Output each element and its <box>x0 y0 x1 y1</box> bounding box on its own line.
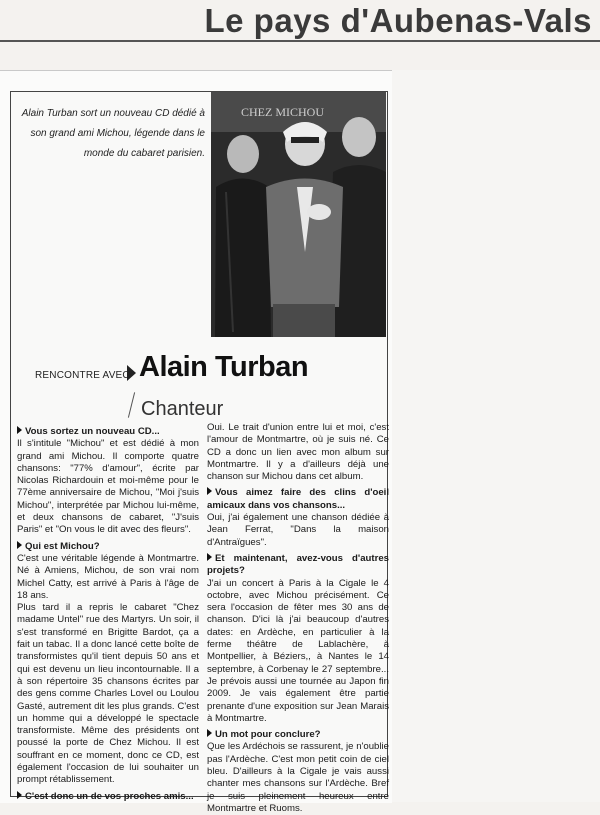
interview-answer: J'ai un concert à Paris à la Cigale le 4 octobre, avec Michou précisément. Ce sera l'occasion de fêter mes 30 ans de chanson. D'ici là j'ai beaucoup d'autres dates: en Ardèche, en particulier à la ferme théâtre de Lablachère, à Montpellier, à Béziers,, à Nantes le 14 septembre, à Corbenay le 27 septembre... Je prévois aussi une tournée au Japon fin 2009. Je vais également être partie prenante d'une exposition sur Jean Marais à Montmartre. <box>207 577 389 724</box>
masthead <box>0 0 600 44</box>
masthead-rule <box>0 40 600 42</box>
interview-question <box>17 426 199 438</box>
intro-caption <box>19 104 205 164</box>
triangle-bullet-icon <box>207 487 212 495</box>
interview-answer: Plus tard il a repris le cabaret "Chez madame Untel" rue des Martyrs. Un soir, il s'est transformé en Brigitte Bardot, ça a fait un tabac. Il a donc lancé cette boîte de transformistes qu'il tient depuis 50 ans et qui est devenu un lieu incontournable. Il a à son répertoire 35 chansons écrites par des gens comme Charles Lovel ou Loulou Gasté, autrement dit les plus grands. C'est un homme qui a développé le spectacle transformiste. Même des présidents ont poussé la porte de Chez Michou. Il est souffrant en ce moment, donc ce CD, est également l'occasion de lui souhaiter un prompt rétablissement. <box>17 602 199 786</box>
triangle-bullet-icon <box>207 553 212 561</box>
newspaper-title: Le pays d'Aubenas-Vals <box>204 2 592 39</box>
article-frame <box>10 91 389 814</box>
interview-question <box>207 487 389 512</box>
interview-answer: Que les Ardéchois se rassurent, je n'oublie pas l'Ardèche. C'est mon petit coin de ciel bleu. D'ailleurs à la Cigale je vais aussi chanter mes chansons sur l'Ardèche. Bref je suis pleinement heureux entre Montmartre et Ruoms. <box>207 741 389 814</box>
rencontre-label: RENCONTRE AVEC <box>35 370 130 381</box>
interview-answer: Oui. Le trait d'union entre lui et moi, c'est l'amour de Montmartre, où je suis né. Ce CD a donc un lien avec mon album sur Montmartre. Il y a d'ailleurs déjà une chanson sur Michou dans cet album. <box>207 422 389 483</box>
intro-line: monde du cabaret parisien. <box>83 148 205 159</box>
triangle-bullet-icon <box>17 541 22 549</box>
interview-question <box>207 553 389 578</box>
question-text: Vous sortez un nouveau CD... <box>25 426 160 437</box>
interviewee-role: Chanteur <box>141 398 224 420</box>
question-text: C'est donc un de vos proches amis... <box>25 790 194 802</box>
interview-answer: Il s'intitule "Michou" et est dédié à mon grand ami Michou. Il comporte quatre chansons: "77% d'amour", écrite par Nicolas Richardouin et moi-même pour le 77ème anniversaire de Michou, "Moi j'suis Michou", interprétée par Michou lui-même, et deux chansons de cabaret, "J'suis Paris" et "On vous le dit avec des fleurs". <box>17 438 199 536</box>
question-text: Qui est Michou? <box>25 540 100 552</box>
triangle-bullet-icon <box>17 791 22 799</box>
interview-question <box>17 541 199 553</box>
arrow-right-icon <box>127 365 136 381</box>
question-text: Et maintenant, avez-vous d'autres projets? <box>207 552 389 577</box>
intro-line: Alain Turban sort un nouveau CD dédié à <box>21 108 205 119</box>
left-column <box>17 422 199 803</box>
intro-line: son grand ami Michou, légende dans le <box>30 128 205 139</box>
interview-question <box>207 729 389 741</box>
interview-question <box>17 791 199 803</box>
interview-answer: C'est une véritable légende à Montmartre. Né à Amiens, Michou, de son vrai nom Michel Catty, est arrivé à Paris à l'âge de 18 ans. <box>17 552 199 601</box>
blank-margin <box>392 70 600 802</box>
photo-sign: CHEZ MICHOU <box>241 105 324 119</box>
right-column <box>207 422 389 815</box>
triangle-bullet-icon <box>17 426 22 434</box>
question-text: Vous aimez faire des clins d'oeil amicaux dans vos chansons... <box>207 487 389 511</box>
question-text: Un mot pour conclure? <box>215 729 321 741</box>
interview-answer: Oui, j'ai également une chanson dédiée à Jean Ferrat, "Dans la maison d'Antraïgues". <box>207 512 389 548</box>
interview-header <box>21 348 381 398</box>
interviewee-name: Alain Turban <box>139 351 309 383</box>
triangle-bullet-icon <box>207 729 212 737</box>
photo-three-men <box>211 92 386 337</box>
